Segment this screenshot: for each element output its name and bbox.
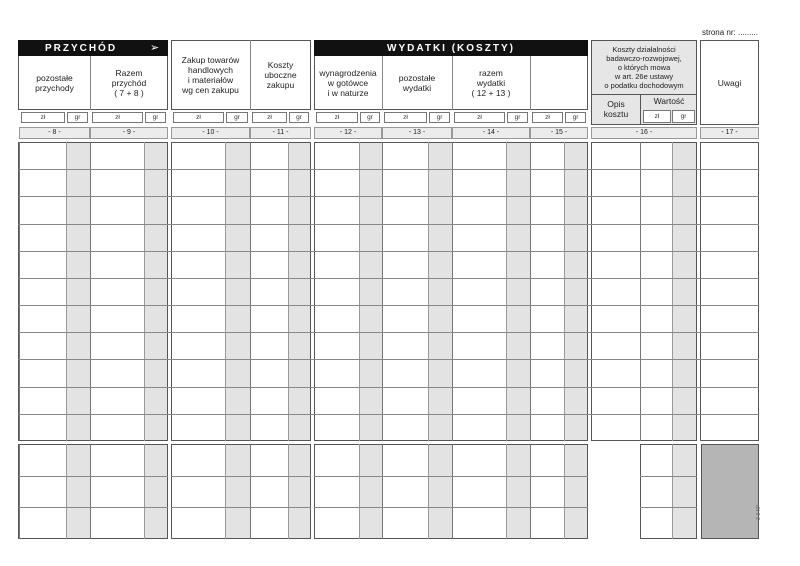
page-number-label: strona nr: ......... bbox=[701, 28, 758, 37]
column-number: - 11 - bbox=[250, 127, 311, 139]
summary-row-line bbox=[171, 476, 311, 477]
unit-gr: gr bbox=[436, 114, 443, 121]
grid-vline bbox=[225, 444, 226, 539]
grid-vline bbox=[452, 444, 453, 539]
column-number: - 8 - bbox=[19, 127, 90, 139]
remarks-summary-box bbox=[701, 444, 759, 539]
unit-gr: gr bbox=[572, 114, 579, 121]
grid-vline bbox=[359, 444, 360, 539]
unit-gr: gr bbox=[296, 114, 302, 121]
grid-vline bbox=[250, 142, 251, 441]
grid-vline bbox=[452, 142, 453, 441]
grid-row-line bbox=[18, 169, 759, 170]
grid-row-line bbox=[18, 414, 759, 415]
col-total-expenses-label: razem wydatki ( 12 + 13 ) bbox=[471, 68, 511, 98]
summary-block bbox=[640, 444, 697, 539]
grid-vline bbox=[382, 444, 383, 539]
summary-block bbox=[171, 444, 311, 539]
unit-gr: gr bbox=[74, 114, 81, 121]
unit-zl: zł bbox=[334, 114, 340, 121]
grid-row-line bbox=[18, 224, 759, 225]
unit-gr: gr bbox=[152, 114, 159, 121]
rnd-header-label: Koszty działalności badawczo-rozwojowej, o których mowa w art. 26e ustawy o podatku dochodowym bbox=[604, 44, 684, 90]
grid-vline bbox=[225, 142, 226, 441]
column-number: - 17 - bbox=[700, 127, 759, 139]
grid-vline bbox=[90, 142, 91, 441]
grid-vline bbox=[382, 142, 383, 441]
expenses-banner: WYDATKI (KOSZTY) bbox=[314, 40, 588, 56]
grid-vline bbox=[90, 444, 91, 539]
grid-vline bbox=[530, 142, 531, 441]
grid-vline bbox=[250, 444, 251, 539]
col-goods-purchase-label: Zakup towarów handlowych i materiałów wg cen zakupu bbox=[181, 55, 240, 95]
column-number: - 9 - bbox=[90, 127, 168, 139]
grid-vline bbox=[19, 444, 20, 539]
unit-zl: zł bbox=[196, 114, 201, 121]
arrow-icon: ➢ bbox=[150, 42, 160, 54]
grid-vline bbox=[359, 142, 360, 441]
grid-vline bbox=[564, 444, 565, 539]
rnd-desc-label: Opis kosztu bbox=[603, 99, 629, 119]
income-title: PRZYCHÓD bbox=[44, 42, 118, 54]
unit-zl: zł bbox=[267, 114, 272, 121]
grid-vline bbox=[66, 444, 67, 539]
summary-row-line bbox=[171, 507, 311, 508]
col-total-income-label: Razem przychód ( 7 + 8 ) bbox=[111, 68, 147, 98]
grid-vline bbox=[144, 444, 145, 539]
income-banner bbox=[18, 40, 168, 56]
column-number: - 14 - bbox=[452, 127, 530, 139]
grid-row-line bbox=[18, 305, 759, 306]
col-other-expenses-label: pozostałe wydatki bbox=[398, 73, 436, 93]
column-number: - 10 - bbox=[171, 127, 250, 139]
grid-vline bbox=[530, 444, 531, 539]
grid-vline bbox=[66, 142, 67, 441]
grid-vline bbox=[144, 142, 145, 441]
grid-block bbox=[314, 142, 588, 441]
summary-block bbox=[18, 444, 168, 539]
grid-vline bbox=[288, 142, 289, 441]
grid-row-line bbox=[18, 332, 759, 333]
grid-vline bbox=[428, 444, 429, 539]
grid-vline bbox=[428, 142, 429, 441]
grid-row-line bbox=[18, 359, 759, 360]
form-code: 3-3 KP bbox=[756, 504, 762, 520]
rnd-value-label: Wartość bbox=[653, 96, 685, 106]
unit-zl: zł bbox=[40, 114, 46, 121]
summary-row-line bbox=[314, 507, 588, 508]
unit-gr: gr bbox=[367, 114, 373, 121]
unit-zl: zł bbox=[115, 114, 120, 121]
rnd-gr-unit: gr bbox=[680, 113, 687, 120]
unit-gr: gr bbox=[514, 114, 521, 121]
unit-gr: gr bbox=[234, 114, 240, 121]
col-salaries-label: wynagrodzenia w gotówce i w naturze bbox=[319, 68, 377, 98]
grid-row-line bbox=[18, 251, 759, 252]
grid-vline bbox=[672, 142, 673, 441]
column-number: - 13 - bbox=[382, 127, 452, 139]
grid-block bbox=[700, 142, 759, 441]
grid-row-line bbox=[18, 387, 759, 388]
summary-row-line bbox=[314, 476, 588, 477]
grid-vline bbox=[19, 142, 20, 441]
col-remarks-label: Uwagi bbox=[717, 77, 742, 88]
grid-vline bbox=[506, 444, 507, 539]
unit-zl: zł bbox=[403, 114, 408, 121]
summary-block bbox=[314, 444, 588, 539]
column-number: - 16 - bbox=[591, 127, 697, 139]
summary-row-line bbox=[640, 507, 697, 508]
grid-vline bbox=[506, 142, 507, 441]
grid-vline bbox=[672, 444, 673, 539]
summary-row-line bbox=[640, 476, 697, 477]
col-side-costs-label: Koszty uboczne zakupu bbox=[264, 60, 297, 90]
grid-block bbox=[18, 142, 168, 441]
unit-zl: zł bbox=[545, 114, 550, 121]
grid-block bbox=[171, 142, 311, 441]
column-number: - 15 - bbox=[530, 127, 588, 139]
grid-row-line bbox=[18, 278, 759, 279]
column-number: - 12 - bbox=[314, 127, 382, 139]
grid-block bbox=[591, 142, 697, 441]
summary-row-line bbox=[18, 507, 168, 508]
grid-vline bbox=[640, 142, 641, 441]
col-other-income-label: pozostałe przychody bbox=[35, 73, 74, 93]
unit-zl: zł bbox=[477, 114, 482, 121]
grid-row-line bbox=[18, 196, 759, 197]
rnd-zl-unit: zł bbox=[654, 113, 660, 120]
grid-vline bbox=[288, 444, 289, 539]
grid-vline bbox=[564, 142, 565, 441]
summary-row-line bbox=[18, 476, 168, 477]
